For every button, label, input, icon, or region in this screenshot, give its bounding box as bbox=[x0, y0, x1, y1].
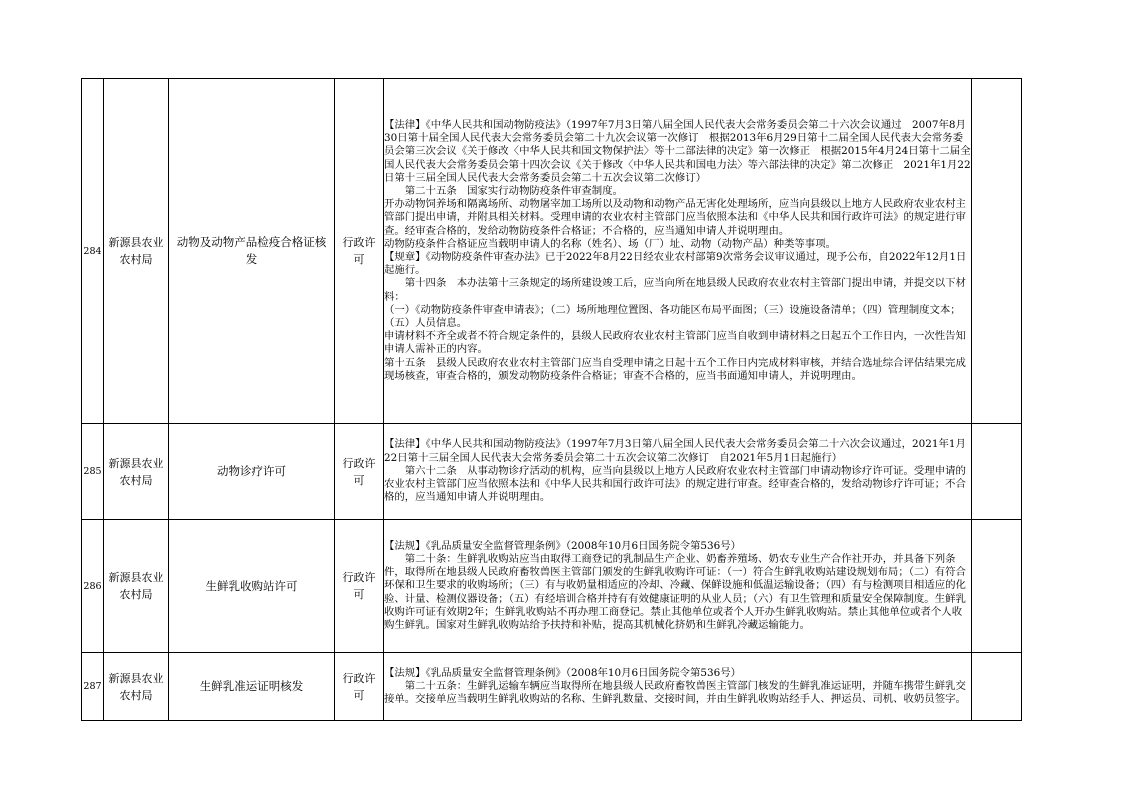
table-row bbox=[82, 520, 1022, 653]
department bbox=[104, 653, 169, 721]
department-text: 新源县农业农村局 bbox=[108, 671, 164, 702]
item-name-text: 动物诊疗许可 bbox=[217, 464, 286, 478]
item-name-text: 生鲜乳收购站许可 bbox=[205, 578, 298, 593]
table-row bbox=[82, 653, 1022, 721]
basis-paragraph: 【规章】《动物防疫条件审查办法》已于2022年8月22日经农业农村部第9次常务会议审议通过，现予公布，自2022年12月1日起施行。 bbox=[384, 251, 967, 277]
department-text: 新源县农业农村局 bbox=[108, 456, 164, 487]
item-name-text: 动物及动物产品检疫合格证核发 bbox=[176, 235, 327, 266]
basis-paragraph: 第二十五条：生鲜乳运输车辆应当取得所在地县级人民政府畜牧兽医主管部门核发的生鲜乳准运证明，并随车携带生鲜乳交接单。交接单应当载明生鲜乳收购站的名称、生鲜乳数量、交接时间，并由生鲜乳收购站经手人、押运员、司机、收奶员签字。 bbox=[384, 679, 966, 706]
legal-basis bbox=[384, 653, 972, 721]
basis-paragraph: 【法规】《乳品质量安全监督管理条例》（2008年10月6日国务院令第536号） bbox=[384, 666, 742, 679]
remarks-cell bbox=[972, 424, 1022, 520]
item-type bbox=[335, 79, 384, 424]
remarks-cell bbox=[972, 79, 1022, 424]
department bbox=[104, 79, 169, 424]
item-name bbox=[169, 653, 335, 721]
basis-paragraph: 【法律】《中华人民共和国动物防疫法》（1997年7月3日第八届全国人民代表大会常务委员会第二十六次会议通过 2007年8月30日第十届全国人民代表大会常务委员会第二十九次会议第一次修订 根据2013年6月29日第十二届全国人民代表大会常务委员会第三次会议《关于修改〈中华人民共和国文物保护法〉等十二部法律的决定》第一次修正 根据2015年4月24日第十二届全国人民代表大会常务委员会第十四次会议《关于修改〈中华人民共和国电力法〉等六部法律的决定》第二次修正 2021年1月22日第十三届全国人民代表大会常务委员会第二十五次会议第二次修订） bbox=[384, 118, 971, 184]
item-name-text: 生鲜乳准运证明核发 bbox=[199, 679, 304, 693]
remarks-cell bbox=[972, 653, 1022, 721]
basis-paragraph: （一）《动物防疫条件审查申请表》；（二）场所地理位置图、各功能区布局平面图；（三）设施设备清单；（四）管理制度文本；（五）人员信息。 bbox=[384, 303, 961, 330]
basis-paragraph: 申请材料不齐全或者不符合规定条件的，县级人民政府农业农村主管部门应当自收到申请材料之日起五个工作日内，一次性告知申请人需补正的内容。 bbox=[384, 330, 966, 356]
row-number: 285 bbox=[82, 424, 104, 520]
department bbox=[104, 424, 169, 520]
row-number: 284 bbox=[82, 79, 104, 424]
item-type-text: 行政许可 bbox=[342, 236, 376, 266]
basis-paragraph: 开办动物饲养场和隔离场所、动物屠宰加工场所以及动物和动物产品无害化处理场所，应当向县级以上地方人民政府农业农村主管部门提出申请，并附具相关材料。受理申请的农业农村主管部门应当依照本法和《中华人民共和国行政许可法》的规定进行审查。经审查合格的，发给动物防疫条件合格证；不合格的，应当通知申请人并说明理由。 bbox=[384, 198, 966, 237]
item-name bbox=[169, 424, 335, 520]
legal-basis bbox=[384, 424, 972, 520]
table-row bbox=[82, 79, 1022, 424]
department-text: 新源县农业农村局 bbox=[108, 236, 164, 266]
department bbox=[104, 520, 169, 653]
basis-paragraph: 【法律】《中华人民共和国动物防疫法》（1997年7月3日第八届全国人民代表大会常务委员会第二十六次会议通过，2021年1月22日第十三届全国人民代表大会常务委员会第二十五次会议第二次修订 自2021年5月1日起施行） bbox=[384, 438, 966, 464]
item-name bbox=[169, 79, 335, 424]
legal-basis bbox=[384, 79, 972, 424]
item-type-text: 行政许可 bbox=[342, 671, 376, 702]
item-type bbox=[335, 424, 384, 520]
remarks-cell bbox=[972, 520, 1022, 653]
item-type-text: 行政许可 bbox=[342, 456, 376, 487]
basis-paragraph: 第二十条：生鲜乳收购站应当由取得工商登记的乳制品生产企业、奶畜养殖场、奶农专业生产合作社开办，并具备下列条件，取得所在地县级人民政府畜牧兽医主管部门颁发的生鲜乳收购许可证：（一）符合生鲜乳收购站建设规划布局；（二）有符合环保和卫生要求的收购场所；（三）有与收奶量相适应的冷却、冷藏、保鲜设施和低温运输设备；（四）有与检测项目相适应的化验、计量、检测仪器设备；（五）有经培训合格并持有有效健康证明的从业人员；（六）有卫生管理和质量安全保障制度。生鲜乳收购许可证有效期2年；生鲜乳收购站不再办理工商登记。禁止其他单位或者个人开办生鲜乳收购站。禁止其他单位或者个人收购生鲜乳。国家对生鲜乳收购站给予扶持和补贴，提高其机械化挤奶和生鲜乳冷藏运输能力。 bbox=[384, 552, 966, 631]
basis-paragraph: 【法规】《乳品质量安全监督管理条例》（2008年10月6日国务院令第536号） bbox=[384, 539, 742, 552]
item-type bbox=[335, 520, 384, 653]
basis-paragraph: 动物防疫条件合格证应当载明申请人的名称（姓名）、场（厂）址、动物（动物产品）种类等事项。 bbox=[384, 237, 836, 250]
legal-basis bbox=[384, 520, 972, 653]
basis-paragraph: 第六十二条 从事动物诊疗活动的机构，应当向县级以上地方人民政府农业农村主管部门申请动物诊疗许可证。受理申请的农业农村主管部门应当依照本法和《中华人民共和国行政许可法》的规定进行审查。经审查合格的，发给动物诊疗许可证；不合格的，应当通知申请人并说明理由。 bbox=[384, 464, 966, 504]
department-text: 新源县农业农村局 bbox=[108, 571, 164, 601]
basis-paragraph: 第十四条 本办法第十三条规定的场所建设竣工后，应当向所在地县级人民政府农业农村主管部门提出申请，并提交以下材料： bbox=[384, 277, 966, 303]
item-type-text: 行政许可 bbox=[342, 571, 376, 601]
table-row bbox=[82, 424, 1022, 520]
table-body bbox=[82, 79, 1022, 721]
row-number: 286 bbox=[82, 520, 104, 653]
basis-paragraph: 第十五条 县级人民政府农业农村主管部门应当自受理申请之日起十五个工作日内完成材料审核，并结合选址综合评估结果完成现场核查，审查合格的，颁发动物防疫条件合格证；审查不合格的，应当书面通知申请人，并说明理由。 bbox=[384, 356, 966, 382]
basis-paragraph: 第二十五条 国家实行动物防疫条件审查制度。 bbox=[384, 184, 623, 197]
row-number: 287 bbox=[82, 653, 104, 721]
item-type bbox=[335, 653, 384, 721]
item-name bbox=[169, 520, 335, 653]
regulation-table bbox=[81, 78, 1022, 721]
